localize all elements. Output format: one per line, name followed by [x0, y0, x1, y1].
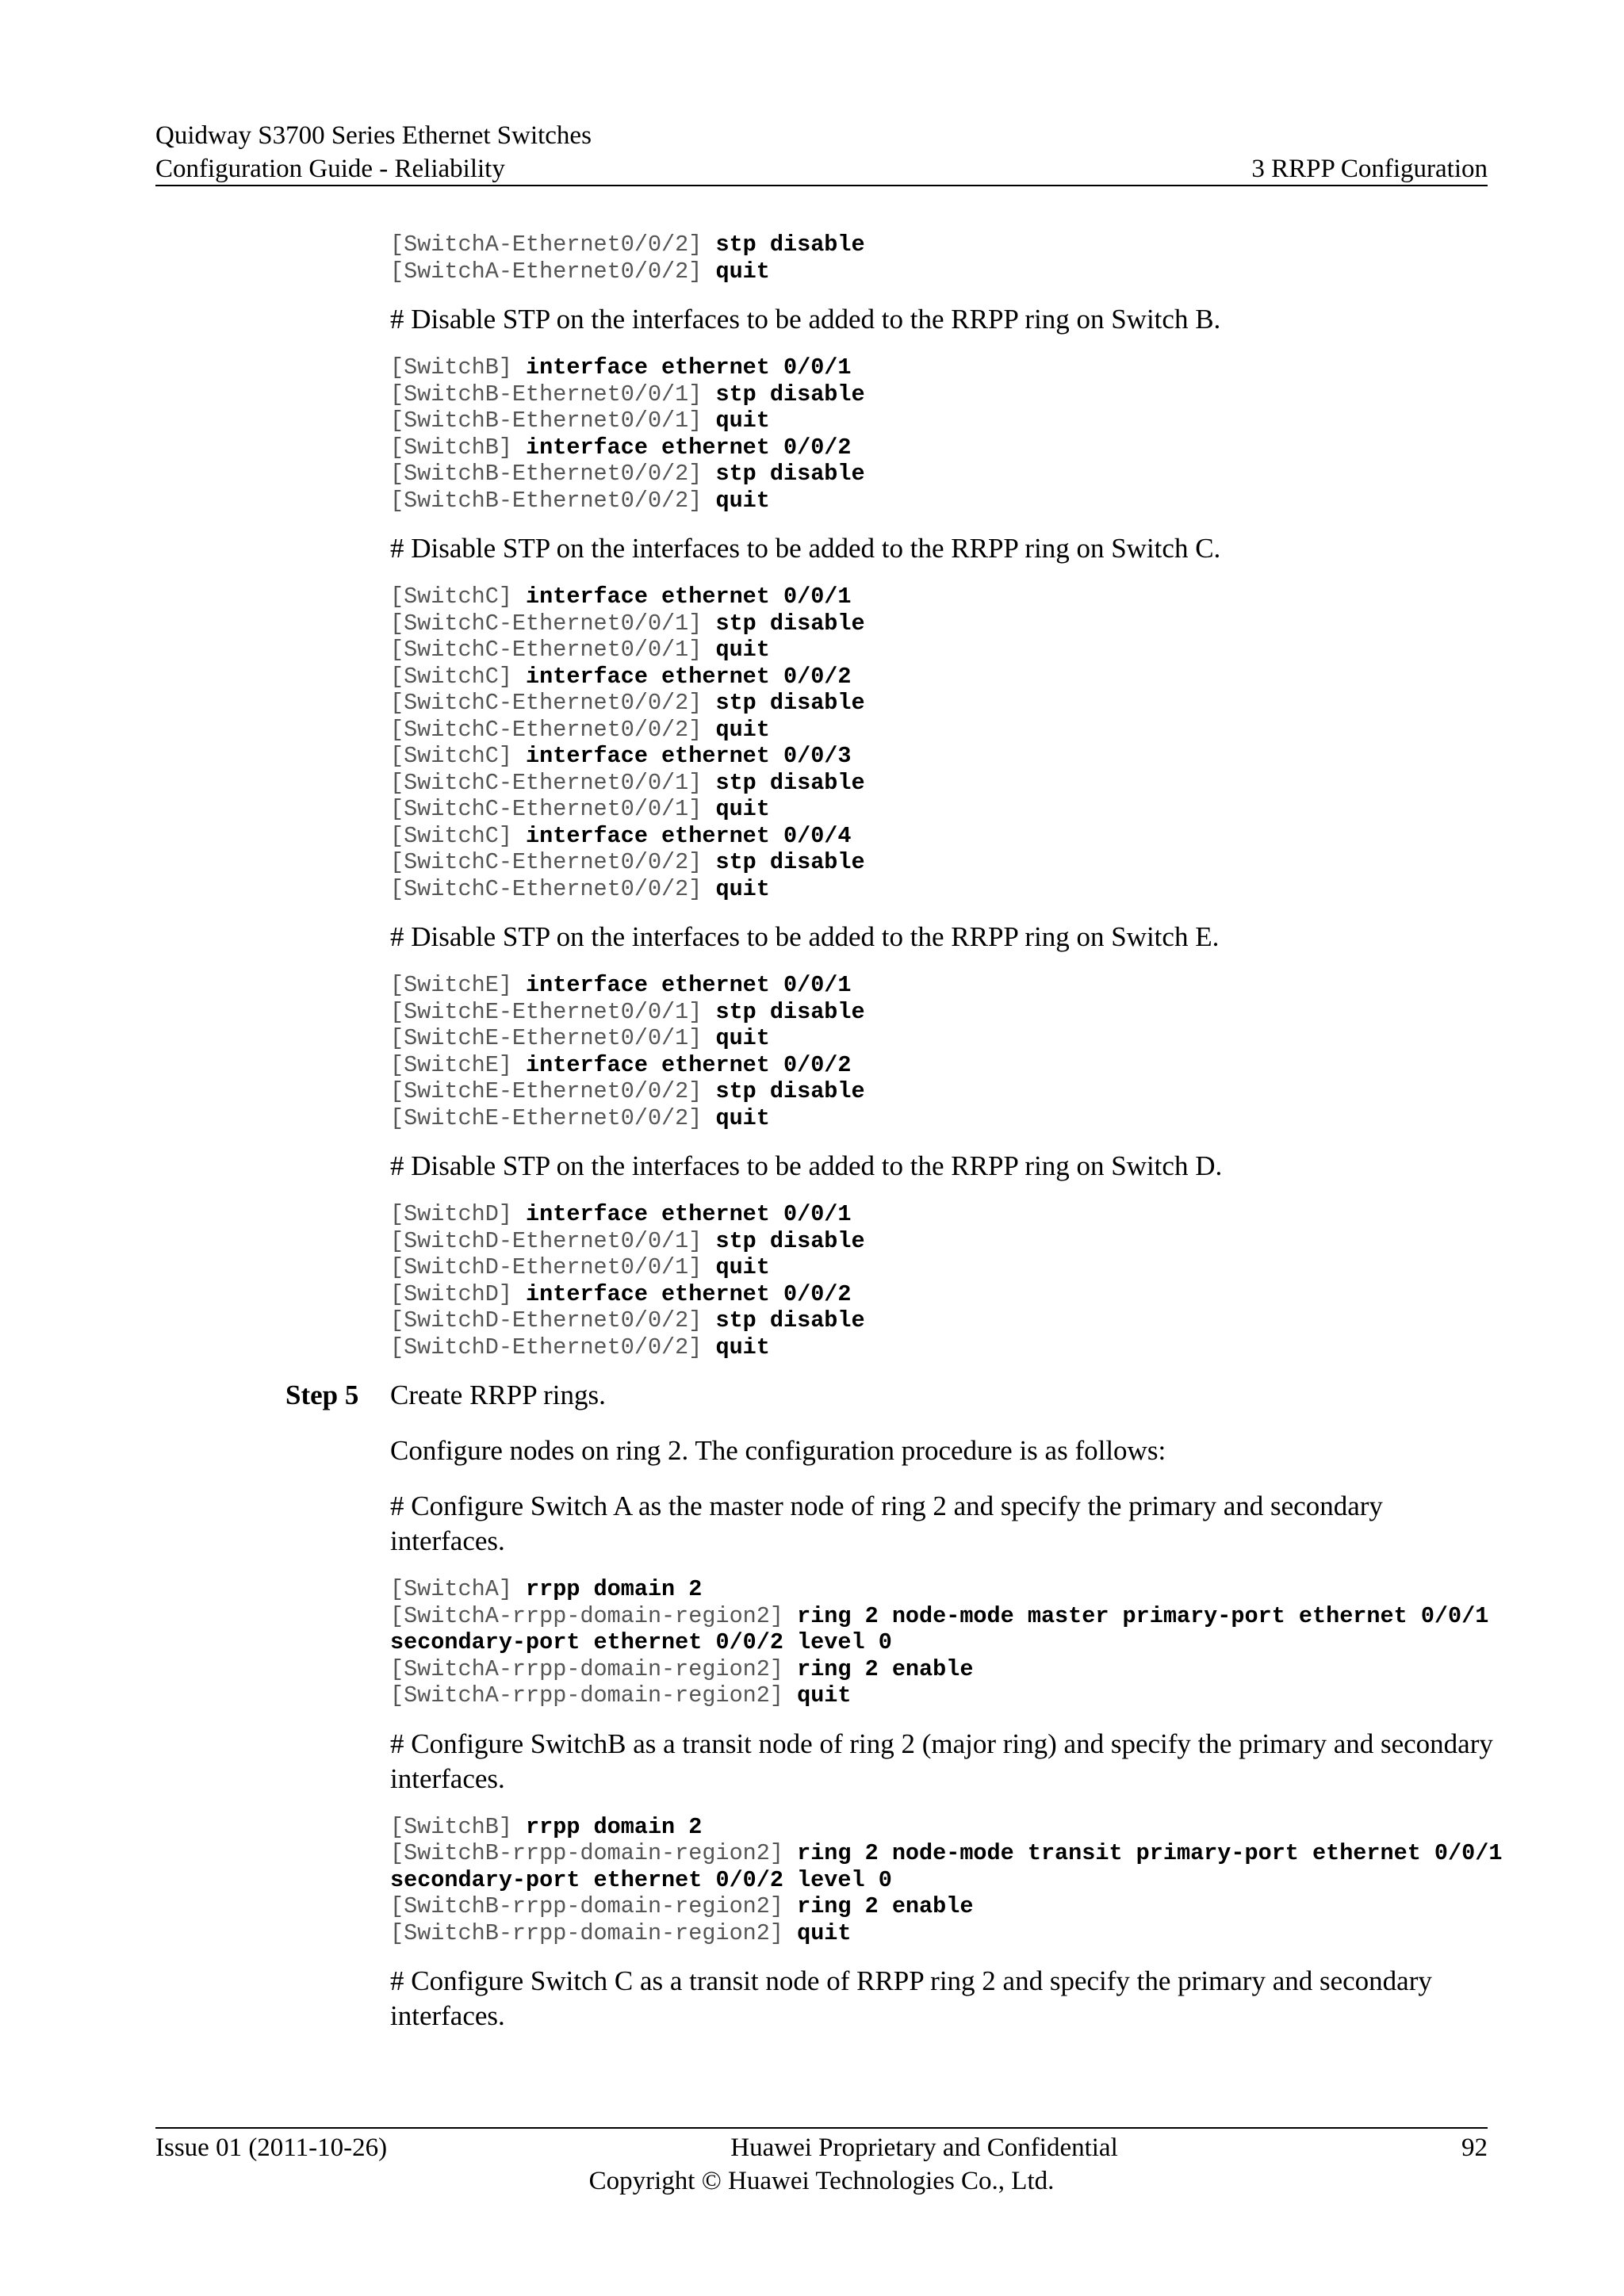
- cli-command: ring 2 enable: [797, 1893, 974, 1919]
- footer-divider: [155, 2127, 1488, 2129]
- cli-command: interface ethernet 0/0/3: [526, 743, 852, 769]
- command-line: [390, 354, 1500, 381]
- cli-command: stp disable: [715, 1227, 865, 1254]
- cli-command: quit: [715, 408, 770, 434]
- command-line: [390, 823, 1500, 850]
- confidentiality-note: Huawei Proprietary and Confidential: [730, 2133, 1118, 2162]
- step-label: Step 5: [285, 1380, 359, 1410]
- cli-prompt: [SwitchC-Ethernet0/0/1]: [390, 796, 716, 822]
- command-block: [390, 584, 1500, 902]
- cli-prompt: [SwitchE]: [390, 972, 527, 998]
- body-paragraph: Configure nodes on ring 2. The configuration procedure is as follows:: [390, 1435, 1166, 1466]
- cli-prompt: [SwitchC-Ethernet0/0/2]: [390, 849, 716, 875]
- cli-command: interface ethernet 0/0/2: [526, 663, 852, 690]
- cli-prompt: [SwitchB-rrpp-domain-region2]: [390, 1840, 798, 1866]
- command-line: [390, 1867, 1500, 1894]
- cli-command: quit: [715, 487, 770, 514]
- command-line: [390, 1814, 1500, 1841]
- command-line: [390, 1052, 1500, 1079]
- issue-date: Issue 01 (2011-10-26): [155, 2133, 388, 2162]
- cli-command: quit: [715, 258, 770, 285]
- command-block: [390, 1576, 1500, 1709]
- command-line: [390, 1840, 1503, 1867]
- cli-prompt: [SwitchC]: [390, 584, 527, 610]
- cli-command: quit: [715, 875, 770, 902]
- cli-prompt: [SwitchC-Ethernet0/0/1]: [390, 769, 716, 796]
- command-line: [390, 1201, 1500, 1228]
- command-line: [390, 999, 1500, 1026]
- cli-command: rrpp domain 2: [526, 1576, 703, 1602]
- cli-command: stp disable: [715, 1078, 865, 1104]
- cli-command: stp disable: [715, 1307, 865, 1334]
- command-line: [390, 849, 1500, 876]
- cli-prompt: [SwitchB-Ethernet0/0/2]: [390, 487, 716, 514]
- command-line: [390, 770, 1500, 797]
- cli-prompt: [SwitchD-Ethernet0/0/2]: [390, 1334, 716, 1360]
- page-content: [390, 232, 1503, 2034]
- command-block: [390, 1813, 1503, 1947]
- cli-prompt: [SwitchB-Ethernet0/0/2]: [390, 461, 716, 487]
- cli-prompt: [SwitchB]: [390, 1813, 527, 1840]
- cli-prompt: [SwitchB]: [390, 434, 527, 461]
- body-paragraph: # Disable STP on the interfaces to be added to the RRPP ring on Switch E.: [390, 921, 1220, 952]
- document-title: Quidway S3700 Series Ethernet Switches: [155, 121, 592, 150]
- command-block: [390, 354, 1500, 514]
- command-line: [390, 876, 1500, 903]
- cli-prompt: [SwitchC-Ethernet0/0/2]: [390, 875, 716, 902]
- command-line: [390, 258, 1500, 285]
- cli-command: stp disable: [715, 461, 865, 487]
- cli-command: stp disable: [715, 769, 865, 796]
- cli-prompt: [SwitchB-rrpp-domain-region2]: [390, 1919, 798, 1946]
- command-line: [390, 1078, 1500, 1105]
- command-line: [390, 408, 1500, 434]
- cli-command: quit: [715, 1254, 770, 1280]
- cli-command: ring 2 enable: [797, 1655, 974, 1682]
- cli-prompt: [SwitchA-Ethernet0/0/2]: [390, 232, 716, 258]
- document-subtitle: Configuration Guide - Reliability: [155, 155, 505, 183]
- header-divider: [155, 185, 1488, 186]
- body-paragraph: # Configure Switch A as the master node of ring 2 and specify the primary and secondary interfaces.: [390, 1490, 1383, 1556]
- cli-command: interface ethernet 0/0/1: [526, 972, 852, 998]
- command-line: [390, 1334, 1500, 1361]
- cli-command: interface ethernet 0/0/2: [526, 1280, 852, 1307]
- cli-prompt: [SwitchD-Ethernet0/0/2]: [390, 1307, 716, 1334]
- cli-command: interface ethernet 0/0/1: [526, 584, 852, 610]
- command-line: [390, 743, 1500, 770]
- command-line: [390, 690, 1500, 717]
- cli-command: stp disable: [715, 849, 865, 875]
- command-line: [390, 1682, 1500, 1709]
- command-line: [390, 1893, 1500, 1920]
- cli-prompt: [SwitchC]: [390, 743, 527, 769]
- cli-prompt: [SwitchB]: [390, 354, 527, 381]
- command-line: [390, 1281, 1500, 1308]
- cli-prompt: [SwitchD]: [390, 1201, 527, 1227]
- footer-row: [155, 2131, 1488, 2164]
- command-line: [390, 1603, 1500, 1630]
- page-number: 92: [1461, 2133, 1488, 2162]
- cli-command: quit: [797, 1919, 852, 1946]
- body-paragraph: # Disable STP on the interfaces to be added to the RRPP ring on Switch B.: [390, 304, 1221, 335]
- cli-command: interface ethernet 0/0/1: [526, 354, 852, 381]
- cli-command: ring 2 node-mode transit primary-port ethernet 0/0/1: [797, 1840, 1503, 1866]
- cli-command: stp disable: [715, 610, 865, 637]
- command-line: [390, 434, 1500, 461]
- cli-command: ring 2 node-mode master primary-port ethernet 0/0/1: [797, 1602, 1489, 1629]
- cli-command: rrpp domain 2: [526, 1813, 703, 1840]
- command-line: [390, 717, 1500, 744]
- command-line: [390, 610, 1500, 637]
- cli-command: secondary-port ethernet 0/0/2 level 0: [390, 1866, 892, 1893]
- cli-prompt: [SwitchE-Ethernet0/0/2]: [390, 1078, 716, 1104]
- command-line: [390, 1920, 1500, 1947]
- command-line: [390, 1228, 1500, 1255]
- body-paragraph: # Disable STP on the interfaces to be added to the RRPP ring on Switch D.: [390, 1150, 1223, 1181]
- command-line: [390, 232, 1500, 258]
- cli-command: quit: [715, 716, 770, 743]
- cli-prompt: [SwitchE-Ethernet0/0/1]: [390, 1025, 716, 1051]
- body-paragraph: # Disable STP on the interfaces to be added to the RRPP ring on Switch C.: [390, 533, 1221, 564]
- step-text: Create RRPP rings.: [390, 1380, 606, 1410]
- cli-prompt: [SwitchC]: [390, 663, 527, 690]
- command-line: [390, 1025, 1500, 1052]
- body-paragraph: # Configure SwitchB as a transit node of ring 2 (major ring) and specify the primary and secondary interfaces.: [390, 1728, 1493, 1794]
- cli-command: quit: [715, 637, 770, 663]
- cli-command: stp disable: [715, 998, 865, 1025]
- cli-command: interface ethernet 0/0/2: [526, 434, 852, 461]
- cli-command: interface ethernet 0/0/1: [526, 1201, 852, 1227]
- cli-prompt: [SwitchD-Ethernet0/0/1]: [390, 1227, 716, 1254]
- cli-prompt: [SwitchC-Ethernet0/0/1]: [390, 610, 716, 637]
- cli-prompt: [SwitchA-rrpp-domain-region2]: [390, 1602, 798, 1629]
- body-paragraph: # Configure Switch C as a transit node of RRPP ring 2 and specify the primary and secondary interfaces.: [390, 1965, 1432, 2031]
- command-line: [390, 1307, 1500, 1334]
- command-line: [390, 584, 1500, 610]
- copyright-note: Copyright © Huawei Technologies Co., Ltd.: [588, 2167, 1055, 2195]
- cli-prompt: [SwitchD]: [390, 1280, 527, 1307]
- cli-prompt: [SwitchA-rrpp-domain-region2]: [390, 1655, 798, 1682]
- command-block: [390, 1201, 1500, 1360]
- cli-prompt: [SwitchA]: [390, 1576, 527, 1602]
- command-line: [390, 488, 1500, 515]
- cli-command: quit: [715, 1334, 770, 1360]
- cli-command: secondary-port ethernet 0/0/2 level 0: [390, 1629, 892, 1655]
- cli-prompt: [SwitchC-Ethernet0/0/2]: [390, 716, 716, 743]
- cli-command: interface ethernet 0/0/2: [526, 1051, 852, 1078]
- cli-prompt: [SwitchE-Ethernet0/0/2]: [390, 1104, 716, 1131]
- cli-command: quit: [715, 796, 770, 822]
- cli-prompt: [SwitchB-rrpp-domain-region2]: [390, 1893, 798, 1919]
- chapter-title: 3 RRPP Configuration: [1251, 155, 1488, 183]
- cli-command: stp disable: [715, 381, 865, 408]
- cli-command: interface ethernet 0/0/4: [526, 822, 852, 849]
- command-line: [390, 1576, 1500, 1603]
- command-line: [390, 972, 1500, 999]
- command-line: [390, 1656, 1500, 1683]
- cli-prompt: [SwitchB-Ethernet0/0/1]: [390, 408, 716, 434]
- cli-prompt: [SwitchE]: [390, 1051, 527, 1078]
- header-row: [155, 152, 1488, 186]
- cli-prompt: [SwitchC]: [390, 822, 527, 849]
- command-line: [390, 461, 1500, 488]
- cli-prompt: [SwitchC-Ethernet0/0/1]: [390, 637, 716, 663]
- command-line: [390, 1254, 1500, 1281]
- cli-prompt: [SwitchA-rrpp-domain-region2]: [390, 1682, 798, 1709]
- cli-command: quit: [715, 1104, 770, 1131]
- page-footer: [155, 2131, 1488, 2198]
- command-line: [390, 796, 1500, 823]
- cli-command: quit: [797, 1682, 852, 1709]
- cli-command: stp disable: [715, 690, 865, 716]
- cli-prompt: [SwitchE-Ethernet0/0/1]: [390, 998, 716, 1025]
- cli-prompt: [SwitchB-Ethernet0/0/1]: [390, 381, 716, 408]
- command-line: [390, 1629, 1500, 1656]
- cli-command: quit: [715, 1025, 770, 1051]
- command-block: [390, 972, 1500, 1131]
- command-line: [390, 381, 1500, 408]
- cli-command: stp disable: [715, 232, 865, 258]
- command-line: [390, 664, 1500, 691]
- command-line: [390, 637, 1500, 664]
- command-line: [390, 1105, 1500, 1132]
- command-block: [390, 232, 1500, 285]
- cli-prompt: [SwitchD-Ethernet0/0/1]: [390, 1254, 716, 1280]
- page-header: [155, 119, 1488, 186]
- cli-prompt: [SwitchC-Ethernet0/0/2]: [390, 690, 716, 716]
- cli-prompt: [SwitchA-Ethernet0/0/2]: [390, 258, 716, 285]
